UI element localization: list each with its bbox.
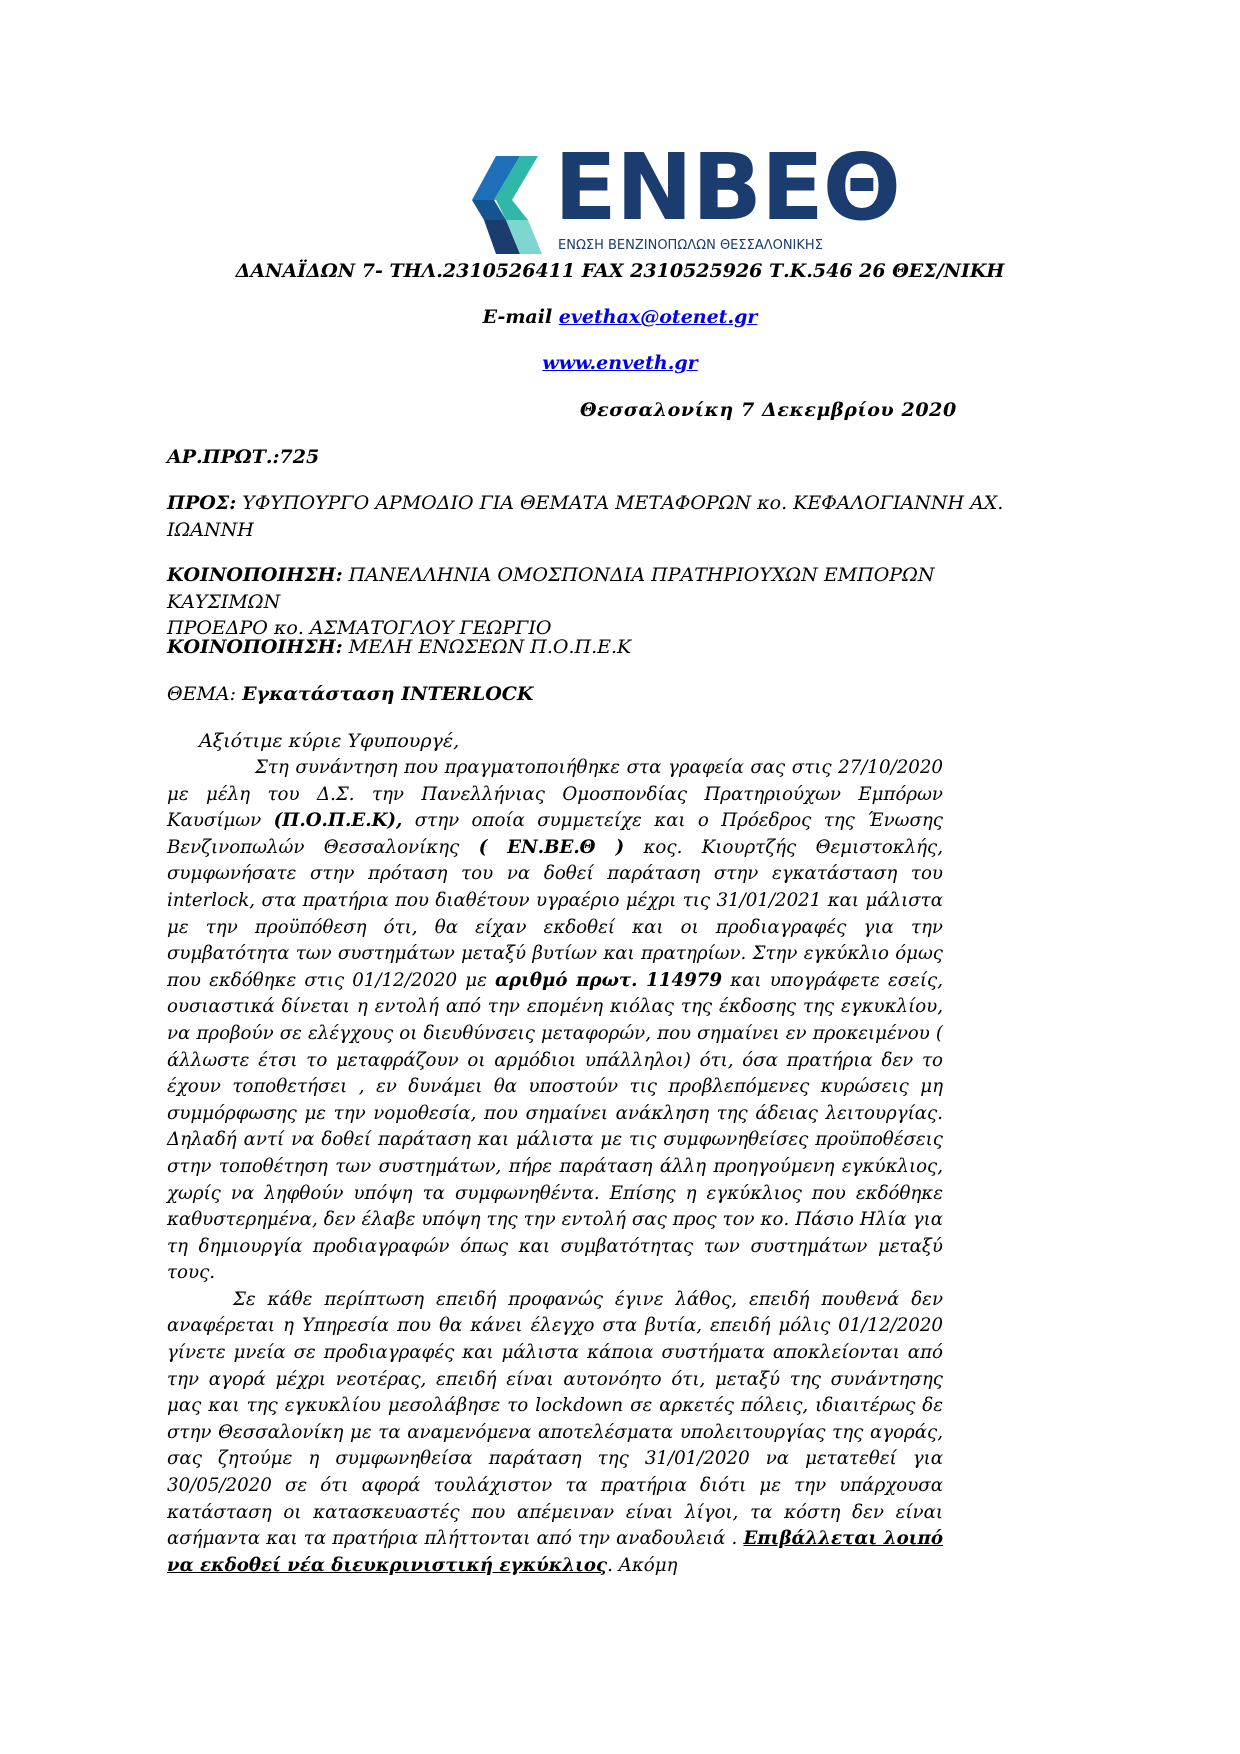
cc-1-line-2: ΠΡΟΕΔΡΟ κο. ΑΣΜΑΤΟΓΛΟΥ ΓΕΩΡΓΙΟ	[167, 617, 552, 639]
cc-block-1	[167, 562, 1035, 642]
subject-text: Εγκατάσταση INTERLOCK	[242, 683, 534, 705]
logo-subtitle: ΕΝΩΣΗ ΒΕΝΖΙΝΟΠΩΛΩΝ ΘΕΣΣΑΛΟΝΙΚΗΣ	[558, 238, 823, 253]
paragraph-2	[167, 1287, 943, 1580]
recipient-line-1: ΥΦΥΠΟΥΡΓΟ ΑΡΜΟΔΙΟ ΓΙΑ ΘΕΜΑΤΑ ΜΕΤΑΦΟΡΩΝ κο. ΚΕΦΑΛΟΓΙΑΝΝΗ ΑΧ.	[236, 492, 1004, 514]
email-label: E-mail	[482, 306, 559, 328]
p2-underlined-request: Επιβάλλεται λοιπό να εκδοθεί νέα διευκρινιστική εγκύκλιος	[167, 1528, 943, 1576]
cc-block-2	[167, 634, 1035, 661]
logo-wordmark: ΕΝΒΕΘ	[554, 134, 901, 241]
cc-label-2: ΚΟΙΝΟΠΟΙΗΣΗ:	[167, 636, 343, 658]
email-link[interactable]: evethax@otenet.gr	[558, 306, 758, 328]
website-link[interactable]: www.enveth.gr	[542, 352, 698, 374]
p1-text-e: κος. Κιουρτζής Θεμιστοκλής, συμφωνήσατε στην πρόταση του να δοθεί παράταση στην εγκατάσταση του interlock, στα πρατήρια που διαθέτουν υγραέριο μέχρι τις 31/01/2021 και μάλιστα με την προϋπόθεση ότι, θα είχαν εκδοθεί και οι προδιαγραφές για την συμβατότητα των συστημάτων μεταξύ βυτίων και πρατηρίων. Στην εγκύκλιο όμως που εκδόθηκε στις 01/12/2020 με	[167, 836, 943, 991]
p1-bold-popek: (Π.Ο.Π.Ε.Κ),	[273, 810, 403, 832]
paragraph-1	[167, 755, 943, 1287]
cc-2-text: ΜΕΛΗ ΕΝΩΣΕΩΝ Π.Ο.Π.Ε.Κ	[342, 636, 632, 658]
cc-label-1: ΚΟΙΝΟΠΟΙΗΣΗ:	[167, 564, 343, 586]
p1-text-g: και υπογράφετε εσείς, ουσιαστικά δίνεται η εντολή από την επομένη κιόλας της έκδοσης της εγκυκλίου, να προβούν σε ελέγχους οι διευθύνσεις μεταφορών, που σημαίνει εν προκειμένου ( άλλωστε έτσι το μεταφράζουν οι αρμόδιοι υπάλληλοι) ότι, όσα πρατήρια δεν το έχουν τοποθετήσει , εν δυνάμει θα υποστούν τις προβλεπόμενες κυρώσεις μη συμμόρφωσης με την νομοθεσία, που σημαίνει ανάκληση της άδειας λειτουργίας. Δηλαδή αντί να δοθεί παράταση και μάλιστα με τις συμφωνηθείσες προϋποθέσεις στην τοποθέτηση των συστημάτων, πήρε παράταση άλλη προηγούμενη εγκύκλιος, χωρίς να ληφθούν υπόψη τα συμφωνηθέντα. Επίσης η εγκύκλιος που εκδόθηκε καθυστερημένα, δεν έλαβε υπόψη της την εντολή σας προς τον κο. Πάσιο Ηλία για τη δημιουργία προδιαγραφών όπως και συμβατότητας των συστημάτων μεταξύ τους.	[167, 969, 943, 1284]
letter-body	[167, 755, 943, 1579]
cc-1-line-1: ΠΑΝΕΛΛΗΝΙΑ ΟΜΟΣΠΟΝΔΙΑ ΠΡΑΤΗΡΙΟΥΧΩΝ ΕΜΠΟΡΩΝ ΚΑΥΣΙΜΩΝ	[167, 564, 935, 613]
recipient-label: ΠΡΟΣ:	[167, 492, 237, 514]
p1-bold-enveth: ( ΕΝ.ΒΕ.Θ )	[478, 836, 625, 858]
p1-text-a: Στη συνάντηση που πραγματοποιήθηκε στα γραφεία σας στις 27/10/2020 με μέλη του Δ.Σ. την Πανελλήνιας Ομοσπονδίας Πρατηριούχων Εμπόρων Καυσίμων	[167, 757, 943, 832]
p2-text-a: Σε κάθε περίπτωση επειδή προφανώς έγινε λάθος, επειδή πουθενά δεν αναφέρεται η Υπηρεσία που θα κάνει έλεγχο στα βυτία, επειδή μόλις 01/12/2020 γίνετε μνεία σε προδιαγραφές και μάλιστα κάποια συστήματα αποκλείονται από την αγορά μέχρι νεοτέρας, επειδή είναι αυτονόητο ότι, μεταξύ της συνάντησης μας και της εγκυκλίου μεσολάβησε το lockdown σε αρκετές πόλεις, ιδιαιτέρως δε στην Θεσσαλονίκη με τα αναμενόμενα αποτελέσματα υπολειτουργίας της αγοράς, σας ζητούμε η συμφωνηθείσα παράταση της 31/01/2020 να μετατεθεί για 30/05/2020 σε ότι αφορά τουλάχιστον τα πρατήρια διότι με την υπάρχουσα κατάσταση οι κατασκευαστές που απέμειναν είναι λίγοι, τα κόστη δεν είναι ασήμαντα και τα πρατήρια πλήττονται από την αναδουλειά .	[167, 1288, 943, 1550]
enveth-logo	[466, 134, 901, 260]
salutation: Αξιότιμε κύριε Υφυπουργέ,	[199, 730, 460, 752]
website-line	[0, 350, 1240, 376]
subject-label: ΘΕΜΑ:	[167, 683, 243, 705]
p1-text-c: στην οποία συμμετείχε και ο Πρόεδρος της Ένωσης Βενζινοπωλών Θεσσαλονίκης	[167, 810, 943, 858]
subject-line	[167, 681, 1035, 708]
email-line	[0, 304, 1240, 330]
protocol-number: ΑΡ.ΠΡΩΤ.:725	[167, 446, 320, 468]
logo-emblem-icon	[466, 150, 556, 260]
recipient-block	[167, 490, 1035, 543]
date-line: Θεσσαλονίκη 7 Δεκεμβρίου 2020	[580, 399, 957, 421]
p1-bold-protocol: αριθμό πρωτ. 114979	[495, 969, 723, 991]
p2-text-c: . Ακόμη	[607, 1554, 678, 1576]
recipient-line-2: ΙΩΑΝΝΗ	[167, 518, 254, 541]
address-line: ΔΑΝΑΪΔΩΝ 7- ΤΗΛ.2310526411 FAX 2310525926 Τ.Κ.546 26 ΘΕΣ/ΝΙΚΗ	[235, 260, 1005, 282]
